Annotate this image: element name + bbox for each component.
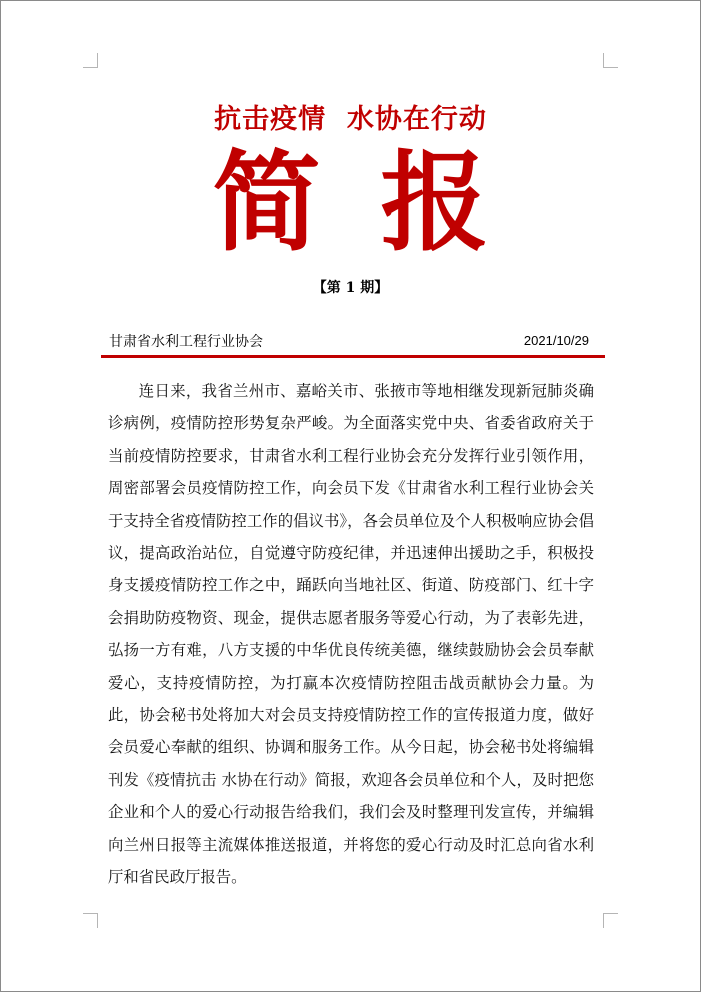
issue-number: 【第 1 期】 bbox=[312, 280, 389, 296]
organization-name: 甘肃省水利工程行业协会 bbox=[109, 334, 263, 350]
bulletin-title: 简报 bbox=[212, 140, 549, 266]
header-divider bbox=[101, 355, 605, 358]
crop-mark-top-right bbox=[603, 53, 618, 68]
bulletin-subtitle: 抗击疫情 水协在行动 bbox=[214, 104, 487, 135]
body-paragraph: 连日来，我省兰州市、嘉峪关市、张掖市等地相继发现新冠肺炎确诊病例，疫情防控形势复杂严峻。为全面落实党中央、省委省政府关于当前疫情防控要求，甘肃省水利工程行业协会充分发挥行业引领作用，周密部署会员疫情防控工作，向会员下发《甘肃省水利工程行业协会关于支持全省疫情防控工作的倡议书》，各会员单位及个人积极响应协会倡议，提高政治站位，自觉遵守防疫纪律，并迅速伸出援助之手，积极投身支援疫情防控工作之中，踊跃向当地社区、街道、防疫部门、红十字会捐助防疫物资、现金，提供志愿者服务等爱心行动，为了表彰先进，弘扬一方有难，八方支援的中华优良传统美德，继续鼓励协会会员奉献爱心，支持疫情防控，为打赢本次疫情防控阻击战贡献协会力量。为此，协会秘书处将加大对会员支持疫情防控工作的宣传报道力度，做好会员爱心奉献的组织、协调和服务工作。从今日起，协会秘书处将编辑刊发《疫情抗击 水协在行动》简报，欢迎各会员单位和个人，及时把您企业和个人的爱心行动报告给我们，我们会及时整理刊发宣传，并编辑向兰州日报等主流媒体推送报道，并将您的爱心行动及时汇总向省水利厅和省民政厅报告。 bbox=[108, 382, 594, 887]
crop-mark-bottom-left bbox=[83, 913, 98, 928]
crop-mark-bottom-right bbox=[603, 913, 618, 928]
crop-mark-top-left bbox=[83, 53, 98, 68]
publish-date: 2021/10/29 bbox=[523, 333, 589, 348]
